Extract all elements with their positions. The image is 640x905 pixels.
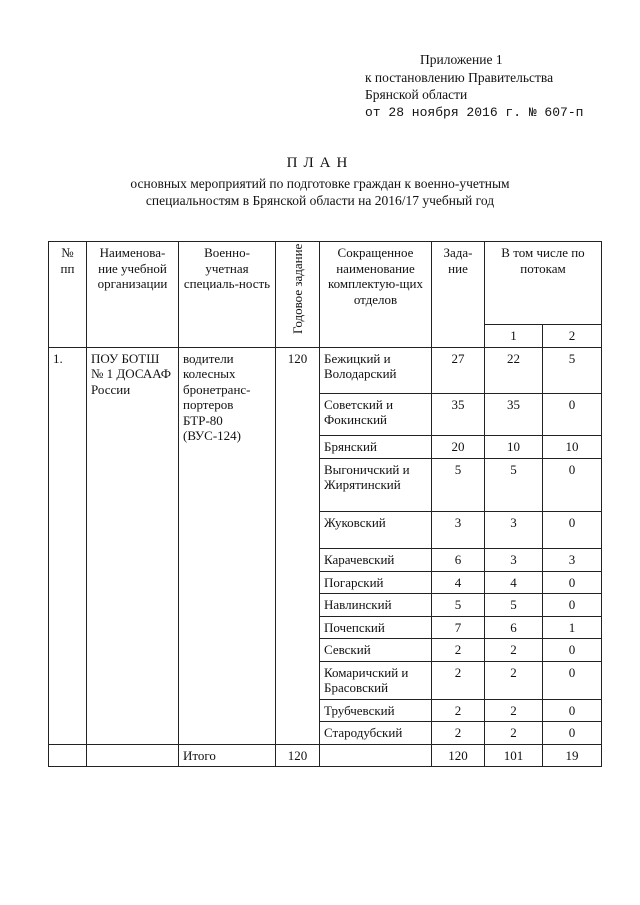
stream-2-value: 0: [543, 571, 602, 594]
table-header-row: [49, 242, 602, 325]
department-name: Севский: [320, 639, 432, 662]
department-name: Навлинский: [320, 594, 432, 617]
department-task: 20: [432, 435, 485, 458]
department-task: 27: [432, 347, 485, 393]
subtitle-line-1: основных мероприятий по подготовке граждан к военно-учетным: [130, 176, 510, 191]
department-task: 5: [432, 458, 485, 511]
plan-table: [48, 241, 602, 767]
total-annual: 120: [276, 744, 320, 767]
department-name: Погарский: [320, 571, 432, 594]
department-task: 7: [432, 616, 485, 639]
stream-1-value: 22: [485, 347, 543, 393]
total-empty-2: [87, 744, 179, 767]
department-name: Трубчевский: [320, 699, 432, 722]
appendix-title: Приложение 1: [420, 52, 503, 67]
stream-2-value: 1: [543, 616, 602, 639]
department-name: Жуковский: [320, 511, 432, 548]
header-annual: [276, 242, 320, 348]
department-task: 2: [432, 699, 485, 722]
department-name: Комаричский и Брасовский: [320, 661, 432, 699]
department-task: 6: [432, 548, 485, 571]
stream-2-value: 0: [543, 511, 602, 548]
department-name: Советский и Фокинский: [320, 393, 432, 435]
stream-1-value: 3: [485, 548, 543, 571]
document-subtitle: [0, 175, 640, 209]
header-spec: Военно-учетная специаль-ность: [179, 242, 276, 348]
total-row: [49, 744, 602, 767]
stream-2-value: 10: [543, 435, 602, 458]
stream-1-value: 2: [485, 661, 543, 699]
total-empty-3: [320, 744, 432, 767]
department-name: Почепский: [320, 616, 432, 639]
header-annual-label: Годовое задание: [289, 243, 305, 335]
stream-1-value: 10: [485, 435, 543, 458]
stream-1-value: 4: [485, 571, 543, 594]
department-task: 5: [432, 594, 485, 617]
stream-1-value: 2: [485, 639, 543, 662]
row-number: 1.: [49, 347, 87, 744]
stream-2-value: 0: [543, 594, 602, 617]
department-task: 2: [432, 639, 485, 662]
department-task: 35: [432, 393, 485, 435]
department-name: Выгоничский и Жирятинский: [320, 458, 432, 511]
annual-task: 120: [276, 347, 320, 744]
stream-2-value: 5: [543, 347, 602, 393]
appendix-date-number: от 28 ноября 2016 г. № 607-п: [365, 104, 584, 120]
header-task: Зада-ние: [432, 242, 485, 348]
header-stream-1: 1: [485, 325, 543, 348]
stream-2-value: 3: [543, 548, 602, 571]
stream-1-value: 3: [485, 511, 543, 548]
department-task: 4: [432, 571, 485, 594]
total-label: Итого: [179, 744, 276, 767]
subtitle-line-2: специальностям в Брянской области на 2016/17 учебный год: [145, 193, 495, 208]
stream-2-value: 0: [543, 639, 602, 662]
header-dept: Сокращенное наименование комплектую-щих отделов: [320, 242, 432, 348]
organization-name: ПОУ БОТШ № 1 ДОСААФ России: [87, 347, 179, 744]
appendix-line-3: Брянской области: [365, 87, 468, 102]
stream-1-value: 2: [485, 699, 543, 722]
table-row: [49, 347, 602, 393]
specialty: водители колесных бронетранс-портеров БТР-80 (ВУС-124): [179, 347, 276, 744]
department-name: Карачевский: [320, 548, 432, 571]
department-task: 2: [432, 722, 485, 745]
stream-2-value: 0: [543, 699, 602, 722]
stream-2-value: 0: [543, 661, 602, 699]
stream-1-value: 5: [485, 594, 543, 617]
stream-1-value: 2: [485, 722, 543, 745]
header-stream-2: 2: [543, 325, 602, 348]
department-task: 2: [432, 661, 485, 699]
department-name: Стародубский: [320, 722, 432, 745]
header-org: Наименова-ние учебной организации: [87, 242, 179, 348]
department-task: 3: [432, 511, 485, 548]
document-heading: ПЛАН: [286, 155, 354, 171]
appendix-block: [365, 51, 583, 121]
total-empty-1: [49, 744, 87, 767]
header-num: № пп: [49, 242, 87, 348]
stream-2-value: 0: [543, 458, 602, 511]
stream-2-value: 0: [543, 393, 602, 435]
department-name: Брянский: [320, 435, 432, 458]
total-stream-1: 101: [485, 744, 543, 767]
stream-1-value: 5: [485, 458, 543, 511]
department-name: Бежицкий и Володарский: [320, 347, 432, 393]
total-stream-2: 19: [543, 744, 602, 767]
header-streams: В том числе по потокам: [485, 242, 602, 325]
total-task: 120: [432, 744, 485, 767]
stream-2-value: 0: [543, 722, 602, 745]
appendix-line-2: к постановлению Правительства: [365, 69, 554, 85]
stream-1-value: 6: [485, 616, 543, 639]
stream-1-value: 35: [485, 393, 543, 435]
